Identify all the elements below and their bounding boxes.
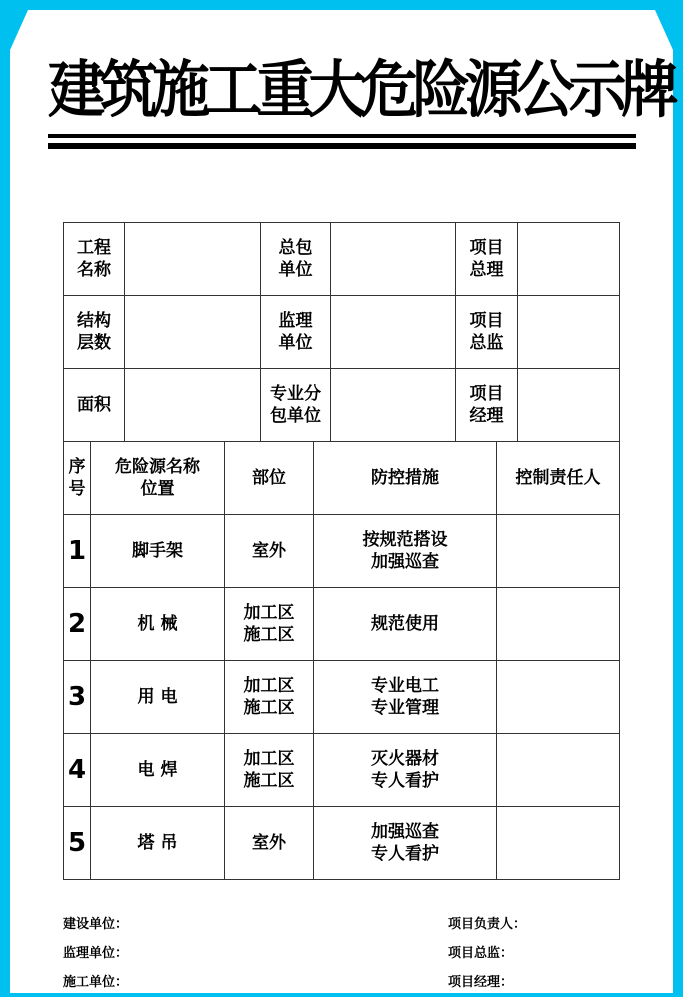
info-value bbox=[331, 223, 456, 296]
hazard-seq: 3 bbox=[64, 661, 91, 734]
table-row bbox=[64, 588, 620, 661]
hazard-name: 塔 吊 bbox=[91, 807, 225, 880]
hazard-person bbox=[497, 515, 620, 588]
info-label: 总包 单位 bbox=[261, 223, 331, 296]
info-label: 项目 总监 bbox=[456, 296, 518, 369]
hazard-seq: 2 bbox=[64, 588, 91, 661]
info-label: 专业分 包单位 bbox=[261, 369, 331, 442]
info-value bbox=[518, 223, 620, 296]
hazard-name: 机 械 bbox=[91, 588, 225, 661]
table-row bbox=[64, 515, 620, 588]
footer-left bbox=[63, 910, 128, 997]
footer-project-lead: 项目负责人： bbox=[448, 917, 527, 932]
footer-project-director: 项目总监： bbox=[448, 946, 514, 961]
hazard-name: 脚手架 bbox=[91, 515, 225, 588]
info-label: 项目 经理 bbox=[456, 369, 518, 442]
info-row bbox=[64, 369, 620, 442]
page-title: 建筑施工重大危险源公示牌 bbox=[48, 53, 673, 126]
info-value bbox=[518, 369, 620, 442]
hazard-measure: 加强巡查 专人看护 bbox=[314, 807, 497, 880]
hazard-part: 加工区 施工区 bbox=[225, 734, 314, 807]
hazard-name: 用 电 bbox=[91, 661, 225, 734]
info-value bbox=[125, 296, 261, 369]
hazard-header-cell: 防控措施 bbox=[314, 442, 497, 515]
hazard-part: 室外 bbox=[225, 807, 314, 880]
info-value bbox=[331, 296, 456, 369]
hazard-header-cell: 控制责任人 bbox=[497, 442, 620, 515]
hazard-table bbox=[63, 441, 620, 880]
hazard-header-cell: 部位 bbox=[225, 442, 314, 515]
project-info-table bbox=[63, 222, 620, 442]
footer-project-manager: 项目经理： bbox=[448, 975, 514, 990]
footer-builder-unit: 施工单位： bbox=[63, 975, 129, 990]
info-value bbox=[518, 296, 620, 369]
info-value bbox=[331, 369, 456, 442]
hazard-part: 加工区 施工区 bbox=[225, 661, 314, 734]
hazard-person bbox=[497, 588, 620, 661]
table-row bbox=[64, 661, 620, 734]
hazard-header-cell: 序 号 bbox=[64, 442, 91, 515]
hazard-seq: 1 bbox=[64, 515, 91, 588]
table-row bbox=[64, 807, 620, 880]
hazard-person bbox=[497, 734, 620, 807]
footer-supervision-unit: 监理单位： bbox=[63, 946, 129, 961]
info-label: 工程 名称 bbox=[64, 223, 125, 296]
info-value bbox=[125, 369, 261, 442]
title-rule-thin bbox=[48, 134, 636, 138]
table-row bbox=[64, 734, 620, 807]
hazard-part: 加工区 施工区 bbox=[225, 588, 314, 661]
info-label: 项目 总理 bbox=[456, 223, 518, 296]
info-label: 监理 单位 bbox=[261, 296, 331, 369]
hazard-seq: 4 bbox=[64, 734, 91, 807]
info-label: 结构 层数 bbox=[64, 296, 125, 369]
hazard-seq: 5 bbox=[64, 807, 91, 880]
hazard-person bbox=[497, 661, 620, 734]
footer-right bbox=[448, 910, 526, 997]
hazard-measure: 灭火器材 专人看护 bbox=[314, 734, 497, 807]
hazard-measure: 专业电工 专业管理 bbox=[314, 661, 497, 734]
hazard-person bbox=[497, 807, 620, 880]
hazard-part: 室外 bbox=[225, 515, 314, 588]
hazard-measure: 规范使用 bbox=[314, 588, 497, 661]
hazard-header-cell: 危险源名称 位置 bbox=[91, 442, 225, 515]
hazard-measure: 按规范搭设 加强巡查 bbox=[314, 515, 497, 588]
info-value bbox=[125, 223, 261, 296]
info-row bbox=[64, 223, 620, 296]
info-label: 面积 bbox=[64, 369, 125, 442]
hazard-name: 电 焊 bbox=[91, 734, 225, 807]
footer-construction-unit: 建设单位： bbox=[63, 917, 129, 932]
info-row bbox=[64, 296, 620, 369]
title-rule-thick bbox=[48, 143, 636, 149]
